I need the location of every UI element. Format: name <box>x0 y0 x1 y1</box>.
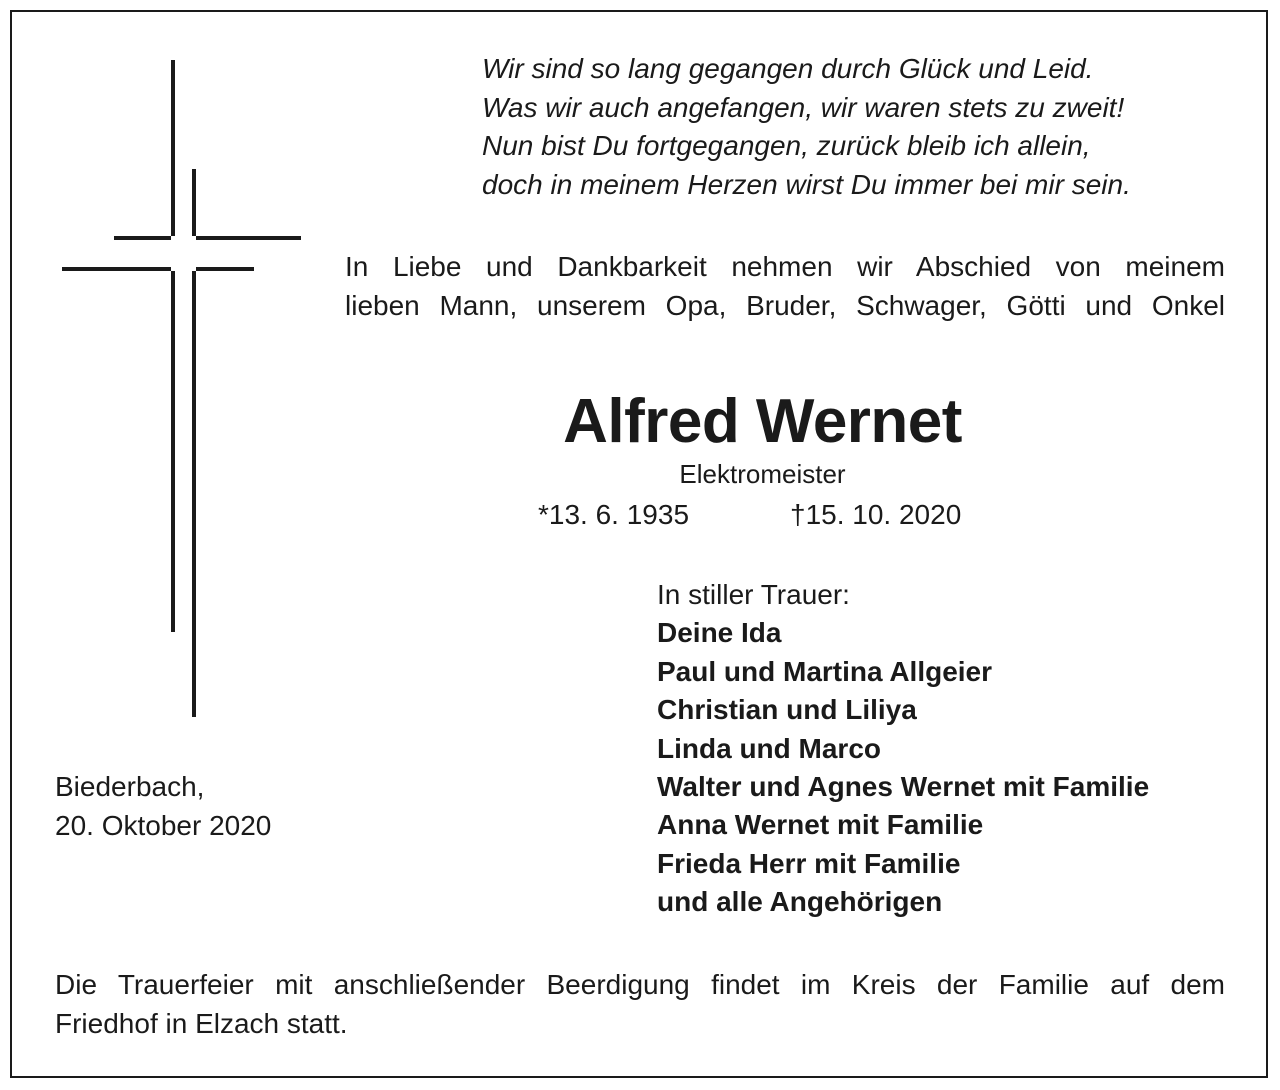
mourners-list <box>657 576 1149 922</box>
intro-line: lieben Mann, unserem Opa, Bruder, Schwager, Götti und Onkel <box>345 289 1225 321</box>
funeral-note-line: Die Trauerfeier mit anschließender Beerdigung findet im Kreis der Familie auf dem <box>55 969 1225 1000</box>
poem <box>482 50 1242 204</box>
poem-line: doch in meinem Herzen wirst Du immer bei mir sein. <box>482 168 1131 200</box>
mourner-name: Walter und Agnes Wernet mit Familie <box>657 771 1150 803</box>
funeral-note-line: Friedhof in Elzach statt. <box>55 1007 348 1039</box>
mourner-name: Frieda Herr mit Familie <box>657 847 961 879</box>
date: 20. Oktober 2020 <box>55 809 272 841</box>
intro-line: In Liebe und Dankbarkeit nehmen wir Abschied von meinem <box>345 251 1225 282</box>
poem-line: Nun bist Du fortgegangen, zurück bleib ich allein, <box>482 130 1091 161</box>
mourner-name: und alle Angehörigen <box>657 886 943 918</box>
poem-line: Was wir auch angefangen, wir waren stets zu zweit! <box>482 91 1125 123</box>
place-and-date <box>55 768 271 845</box>
double-cross-icon <box>0 0 320 740</box>
funeral-note <box>55 966 1225 1043</box>
mourner-name: Paul und Martina Allgeier <box>657 655 993 687</box>
birth-date: *13. 6. 1935 <box>538 499 690 530</box>
mourner-name: Christian und Liliya <box>657 694 917 726</box>
farewell-intro <box>345 248 1225 325</box>
mourner-name: Deine Ida <box>657 617 782 649</box>
place: Biederbach, <box>55 771 205 802</box>
death-date: †15. 10. 2020 <box>790 499 962 530</box>
poem-line: Wir sind so lang gegangen durch Glück und Leid. <box>482 53 1094 84</box>
deceased-name: Alfred Wernet <box>563 387 962 456</box>
deceased-profession: Elektromeister <box>679 459 846 489</box>
mourners-heading: In stiller Trauer: <box>657 579 850 610</box>
mourner-name: Linda und Marco <box>657 732 881 764</box>
mourner-name: Anna Wernet mit Familie <box>657 809 984 841</box>
